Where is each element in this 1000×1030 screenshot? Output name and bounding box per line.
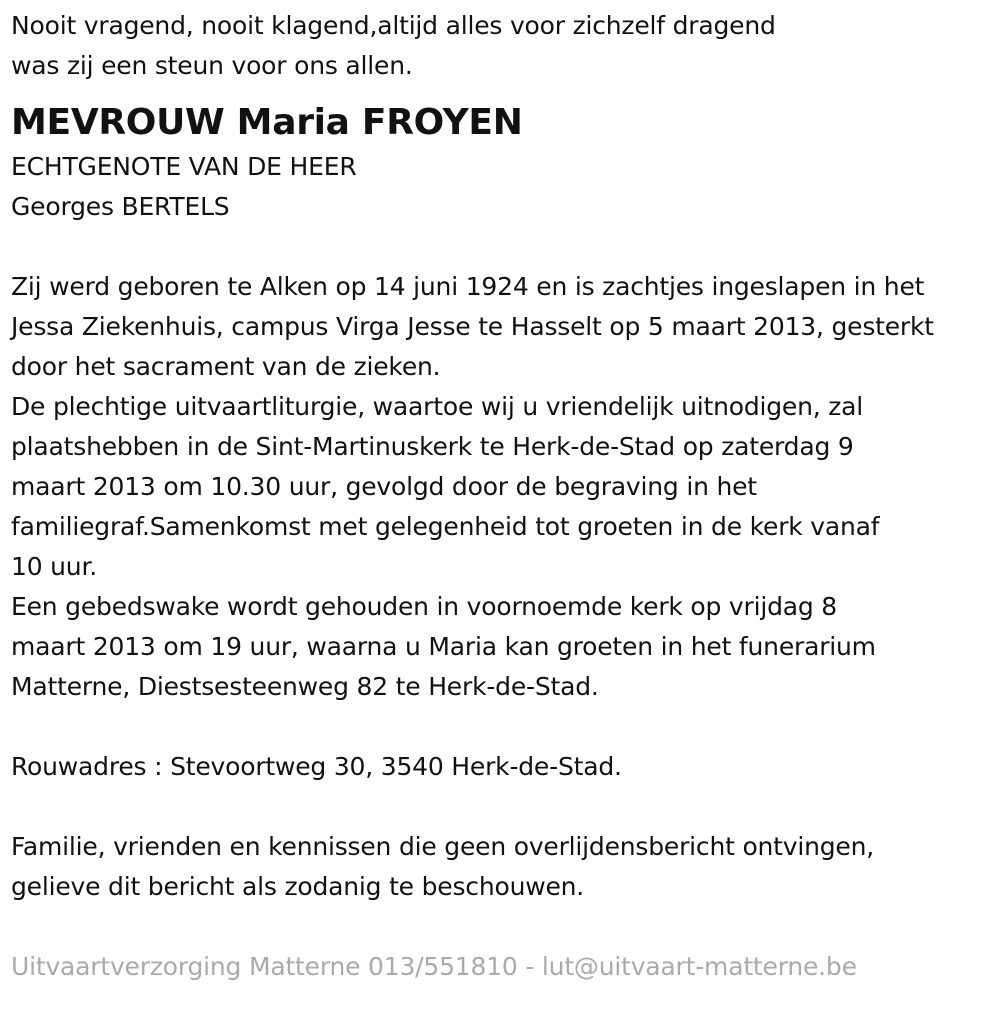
body-text bbox=[11, 267, 1000, 707]
body-line: door het sacrament van de zieken. bbox=[11, 352, 441, 381]
spacer bbox=[11, 907, 1000, 947]
poem-line: Nooit vragend, nooit klagend,altijd alles voor zichzelf dragend bbox=[11, 11, 776, 40]
relation-text: ECHTGENOTE VAN DE HEER bbox=[11, 152, 357, 181]
body-line: Matterne, Diestsesteenweg 82 te Herk-de-Stad. bbox=[11, 672, 599, 701]
body-line: 10 uur. bbox=[11, 552, 97, 581]
notice-line: gelieve dit bericht als zodanig te beschouwen. bbox=[11, 872, 585, 901]
funeral-home-footer: Uitvaartverzorging Matterne 013/551810 - lut@uitvaart-matterne.be bbox=[11, 952, 857, 981]
notice-text bbox=[11, 827, 1000, 907]
mourning-address: Rouwadres : Stevoortweg 30, 3540 Herk-de-Stad. bbox=[11, 752, 622, 781]
deceased-name: MEVROUW Maria FROYEN bbox=[11, 102, 523, 143]
body-line: Een gebedswake wordt gehouden in voornoemde kerk op vrijdag 8 bbox=[11, 592, 838, 621]
body-line: De plechtige uitvaartliturgie, waartoe wij u vriendelijk uitnodigen, zal bbox=[11, 392, 864, 421]
body-line: Jessa Ziekenhuis, campus Virga Jesse te Hasselt op 5 maart 2013, gesterkt bbox=[11, 312, 934, 341]
notice-line: Familie, vrienden en kennissen die geen overlijdensbericht ontvingen, bbox=[11, 832, 875, 861]
body-line: Zij werd geboren te Alken op 14 juni 1924 en is zachtjes ingeslapen in het bbox=[11, 272, 925, 301]
spouse-name: Georges BERTELS bbox=[11, 192, 230, 221]
spacer bbox=[11, 787, 1000, 827]
body-line: maart 2013 om 10.30 uur, gevolgd door de begraving in het bbox=[11, 472, 757, 501]
spacer bbox=[11, 227, 1000, 267]
spacer bbox=[11, 707, 1000, 747]
poem bbox=[11, 6, 1000, 86]
poem-line: was zij een steun voor ons allen. bbox=[11, 51, 413, 80]
body-line: plaatshebben in de Sint-Martinuskerk te Herk-de-Stad op zaterdag 9 bbox=[11, 432, 854, 461]
body-line: maart 2013 om 19 uur, waarna u Maria kan groeten in het funerarium bbox=[11, 632, 876, 661]
body-line: familiegraf.Samenkomst met gelegenheid tot groeten in de kerk vanaf bbox=[11, 512, 880, 541]
